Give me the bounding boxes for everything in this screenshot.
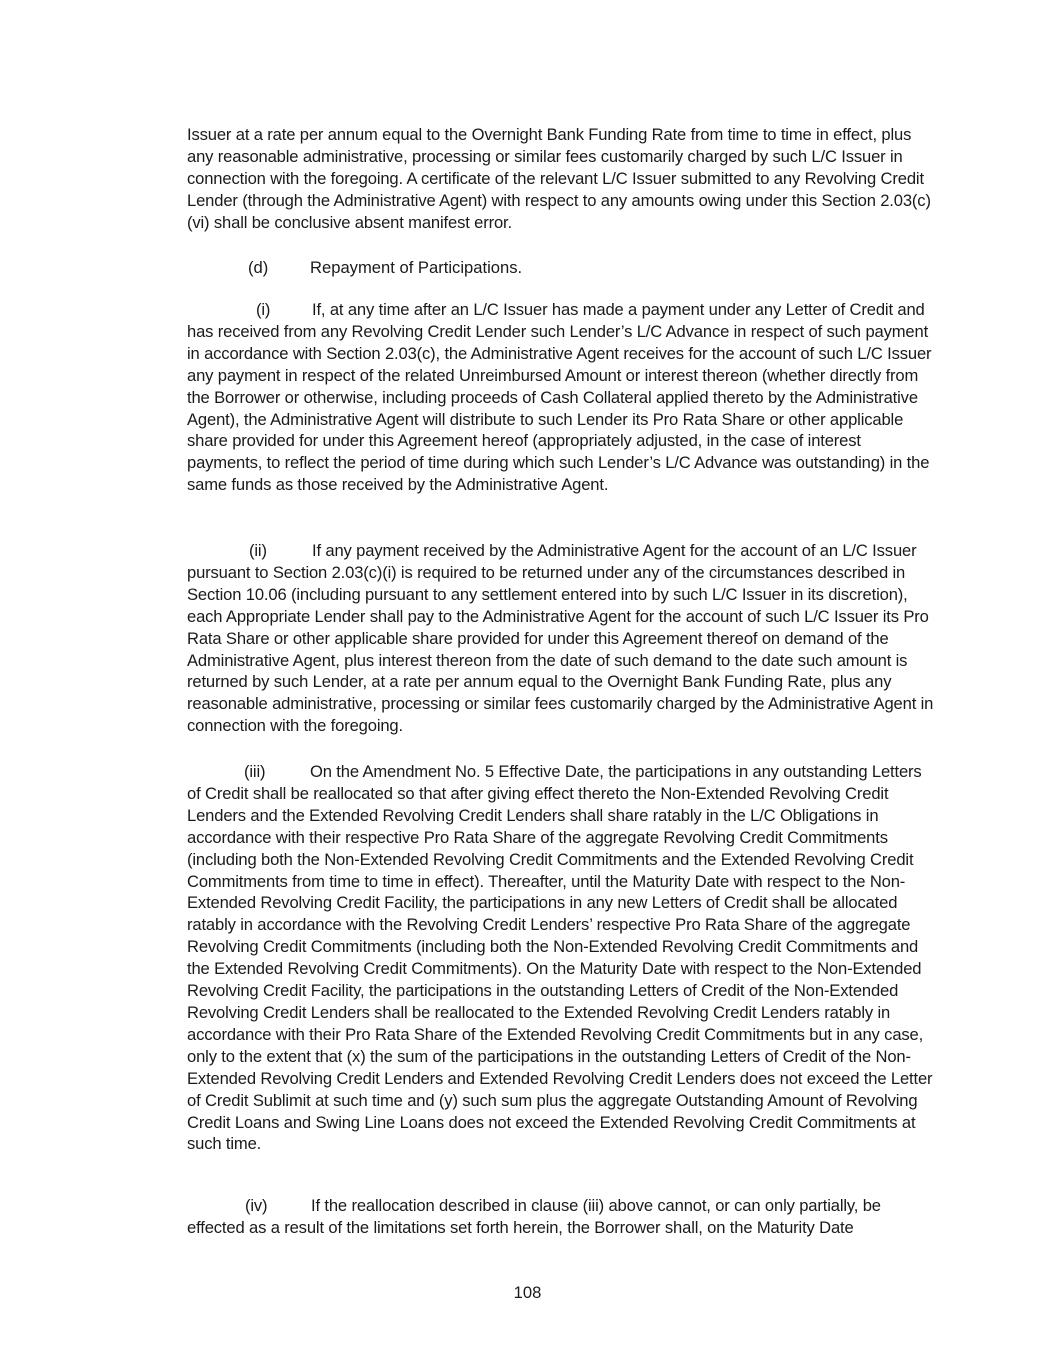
page-number: 108 <box>513 1283 542 1302</box>
opening-paragraph-block <box>187 124 935 234</box>
clause-iii-label: (iii) <box>244 762 266 781</box>
clause-iv-block <box>187 1195 935 1239</box>
clause-iv-paragraph <box>187 1195 935 1239</box>
section-d-label: (d) <box>248 258 269 277</box>
clause-ii-label: (ii) <box>249 541 267 560</box>
clause-iii-text: On the Amendment No. 5 Effective Date, the participations in any outstanding Letters of Credit shall be reallocated so that after giving effect thereto the Non-Extended Revolving Credit Lenders and the Extended Revolving Credit Lenders shall share ratably in the L/C Obligations in accordance with their respective Pro Rata Share of the aggregate Revolving Credit Commitments (including both the Non-Extended Revolving Credit Commitments and the Extended Revolving Credit Commitments from time to time in effect). Thereafter, until the Maturity Date with respect to the Non-Extended Revolving Credit Facility, the participations in any new Letters of Credit shall be allocated ratably in accordance with the Revolving Credit Lenders’ respective Pro Rata Share of the aggregate Revolving Credit Commitments (including both the Non-Extended Revolving Credit Commitments and the Extended Revolving Credit Commitments). On the Maturity Date with respect to the Non-Extended Revolving Credit Facility, the participations in the outstanding Letters of Credit of the Non-Extended Revolving Credit Lenders shall be reallocated to the Extended Revolving Credit Lenders ratably in accordance with their Pro Rata Share of the Extended Revolving Credit Commitments but in any case, only to the extent that (x) the sum of the participations in the outstanding Letters of Credit of the Non-Extended Revolving Credit Lenders and Extended Revolving Credit Lenders does not exceed the Letter of Credit Sublimit at such time and (y) such sum plus the aggregate Outstanding Amount of Revolving Credit Loans and Swing Line Loans does not exceed the Extended Revolving Credit Commitments at such time. <box>187 762 933 1154</box>
clause-i-block <box>187 299 935 496</box>
clause-iv-label: (iv) <box>245 1196 268 1215</box>
clause-i-paragraph <box>187 299 935 496</box>
clause-i-label: (i) <box>256 300 271 319</box>
clause-ii-paragraph <box>187 540 935 737</box>
opening-paragraph: Issuer at a rate per annum equal to the Overnight Bank Funding Rate from time to time in effect, plus any reasonable administrative, processing or similar fees customarily charged by such L/C Issuer in connection with the foregoing. A certificate of the relevant L/C Issuer submitted to any Revolving Credit Lender (through the Administrative Agent) with respect to any amounts owing under this Section 2.03(c)(vi) shall be conclusive absent manifest error. <box>187 125 931 232</box>
section-d-heading <box>248 257 522 279</box>
clause-iii-block <box>187 761 935 1155</box>
clause-i-text: If, at any time after an L/C Issuer has made a payment under any Letter of Credit and has received from any Revolving Credit Lender such Lender’s L/C Advance in respect of such payment in accordance with Section 2.03(c), the Administrative Agent receives for the account of such L/C Issuer any payment in respect of the related Unreimbursed Amount or interest thereon (whether directly from the Borrower or otherwise, including proceeds of Cash Collateral applied thereto by the Administrative Agent), the Administrative Agent will distribute to such Lender its Pro Rata Share or other applicable share provided for under this Agreement hereof (appropriately adjusted, in the case of interest payments, to reflect the period of time during which such Lender’s L/C Advance was outstanding) in the same funds as those received by the Administrative Agent. <box>187 300 932 495</box>
clause-ii-block <box>187 540 935 737</box>
section-d-title: Repayment of Participations. <box>310 258 523 277</box>
clause-iii-paragraph <box>187 761 935 1155</box>
clause-ii-text: If any payment received by the Administrative Agent for the account of an L/C Issuer pursuant to Section 2.03(c)(i) is required to be returned under any of the circumstances described in Section 10.06 (including pursuant to any settlement entered into by such L/C Issuer in its discretion), each Appropriate Lender shall pay to the Administrative Agent for the account of such L/C Issuer its Pro Rata Share or other applicable share provided for under this Agreement thereof on demand of the Administrative Agent, plus interest thereon from the date of such demand to the date such amount is returned by such Lender, at a rate per annum equal to the Overnight Bank Funding Rate, plus any reasonable administrative, processing or similar fees customarily charged by the Administrative Agent in connection with the foregoing. <box>187 541 934 736</box>
clause-iv-text: If the reallocation described in clause (iii) above cannot, or can only partially, be effected as a result of the limitations set forth herein, the Borrower shall, on the Maturity Date <box>187 1196 881 1237</box>
